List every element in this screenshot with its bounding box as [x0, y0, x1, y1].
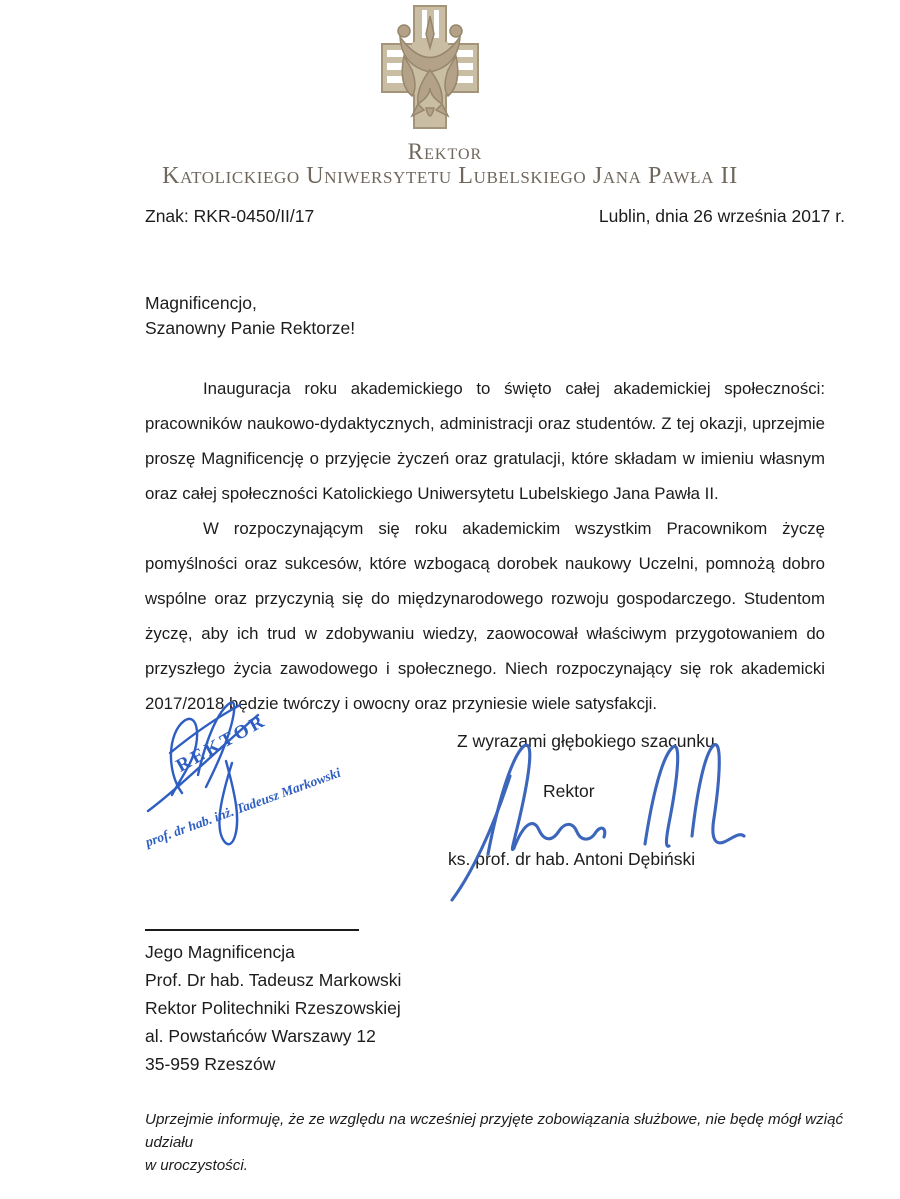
addressee-line: Prof. Dr hab. Tadeusz Markowski	[145, 970, 402, 990]
addressee-block	[145, 938, 401, 1078]
salutation-line-2: Szanowny Panie Rektorze!	[145, 318, 356, 338]
stamp-paraph-ink	[140, 695, 396, 877]
rector-signature-ink	[440, 736, 750, 908]
closing-title: Rektor	[543, 781, 595, 801]
letterhead-institution: Katolickiego Uniwersytetu Lubelskiego Jana Pawła II	[162, 163, 738, 189]
addressee-line: 35-959 Rzeszów	[145, 1054, 276, 1074]
stamp-name: prof. dr hab. inż. Tadeusz Markowski	[143, 764, 343, 850]
footnote-line: Uprzejmie informuję, że ze względu na wcześniej przyjęte zobowiązania służbowe, nie będę mógł wziąć udziału	[145, 1111, 844, 1151]
rector-stamp-block	[140, 695, 396, 877]
body-paragraph-1: Inauguracja roku akademickiego to święto całej akademickiej społeczności: pracowników naukowo-dydaktycznych, administracji oraz studentów. Z tej okazji, uprzejmie proszę Magnificencję o przyjęcie życzeń oraz gratulacji, które składam w imieniu własnym oraz całej społeczności Katolickiego Uniwersytetu Lubelskiego Jana Pawła II.	[145, 379, 825, 503]
addressee-divider-line	[145, 929, 359, 931]
salutation	[145, 291, 355, 341]
addressee-line: Rektor Politechniki Rzeszowskiej	[145, 998, 401, 1018]
date-line: Lublin, dnia 26 września 2017 r.	[598, 206, 845, 226]
stamp-title: REKTOR	[172, 709, 271, 777]
letter-body	[145, 371, 825, 721]
kul-emblem-logo	[378, 4, 482, 130]
body-paragraph-2: W rozpoczynającym się roku akademickim wszystkim Pracownikom życzę pomyślności oraz sukcesów, które wzbogacą dorobek naukowy Uczelni, pomnożą dobro wspólne oraz przyczynią się do międzynarodowego rozwoju gospodarczego. Studentom życzę, aby ich trud w zdobywaniu wiedzy, zaowocował właściwym przygotowaniem do przyszłego życia zawodowego i społecznego. Niech rozpoczynający się rok akademicki 2017/2018 będzie twórczy i owocny oraz przyniesie wiele satysfakcji.	[145, 519, 825, 713]
addressee-line: al. Powstańców Warszawy 12	[145, 1026, 376, 1046]
letterhead-title: Rektor	[407, 139, 483, 164]
closing-respect-line: Z wyrazami głębokiego szacunku	[457, 731, 715, 751]
closing-signer-name: ks. prof. dr hab. Antoni Dębiński	[448, 849, 696, 869]
reference-number: Znak: RKR-0450/II/17	[145, 206, 315, 226]
footnote-line: w uroczystości.	[145, 1157, 248, 1174]
salutation-line-1: Magnificencjo,	[145, 293, 257, 313]
footnote	[145, 1108, 865, 1177]
addressee-line: Jego Magnificencja	[145, 942, 295, 962]
